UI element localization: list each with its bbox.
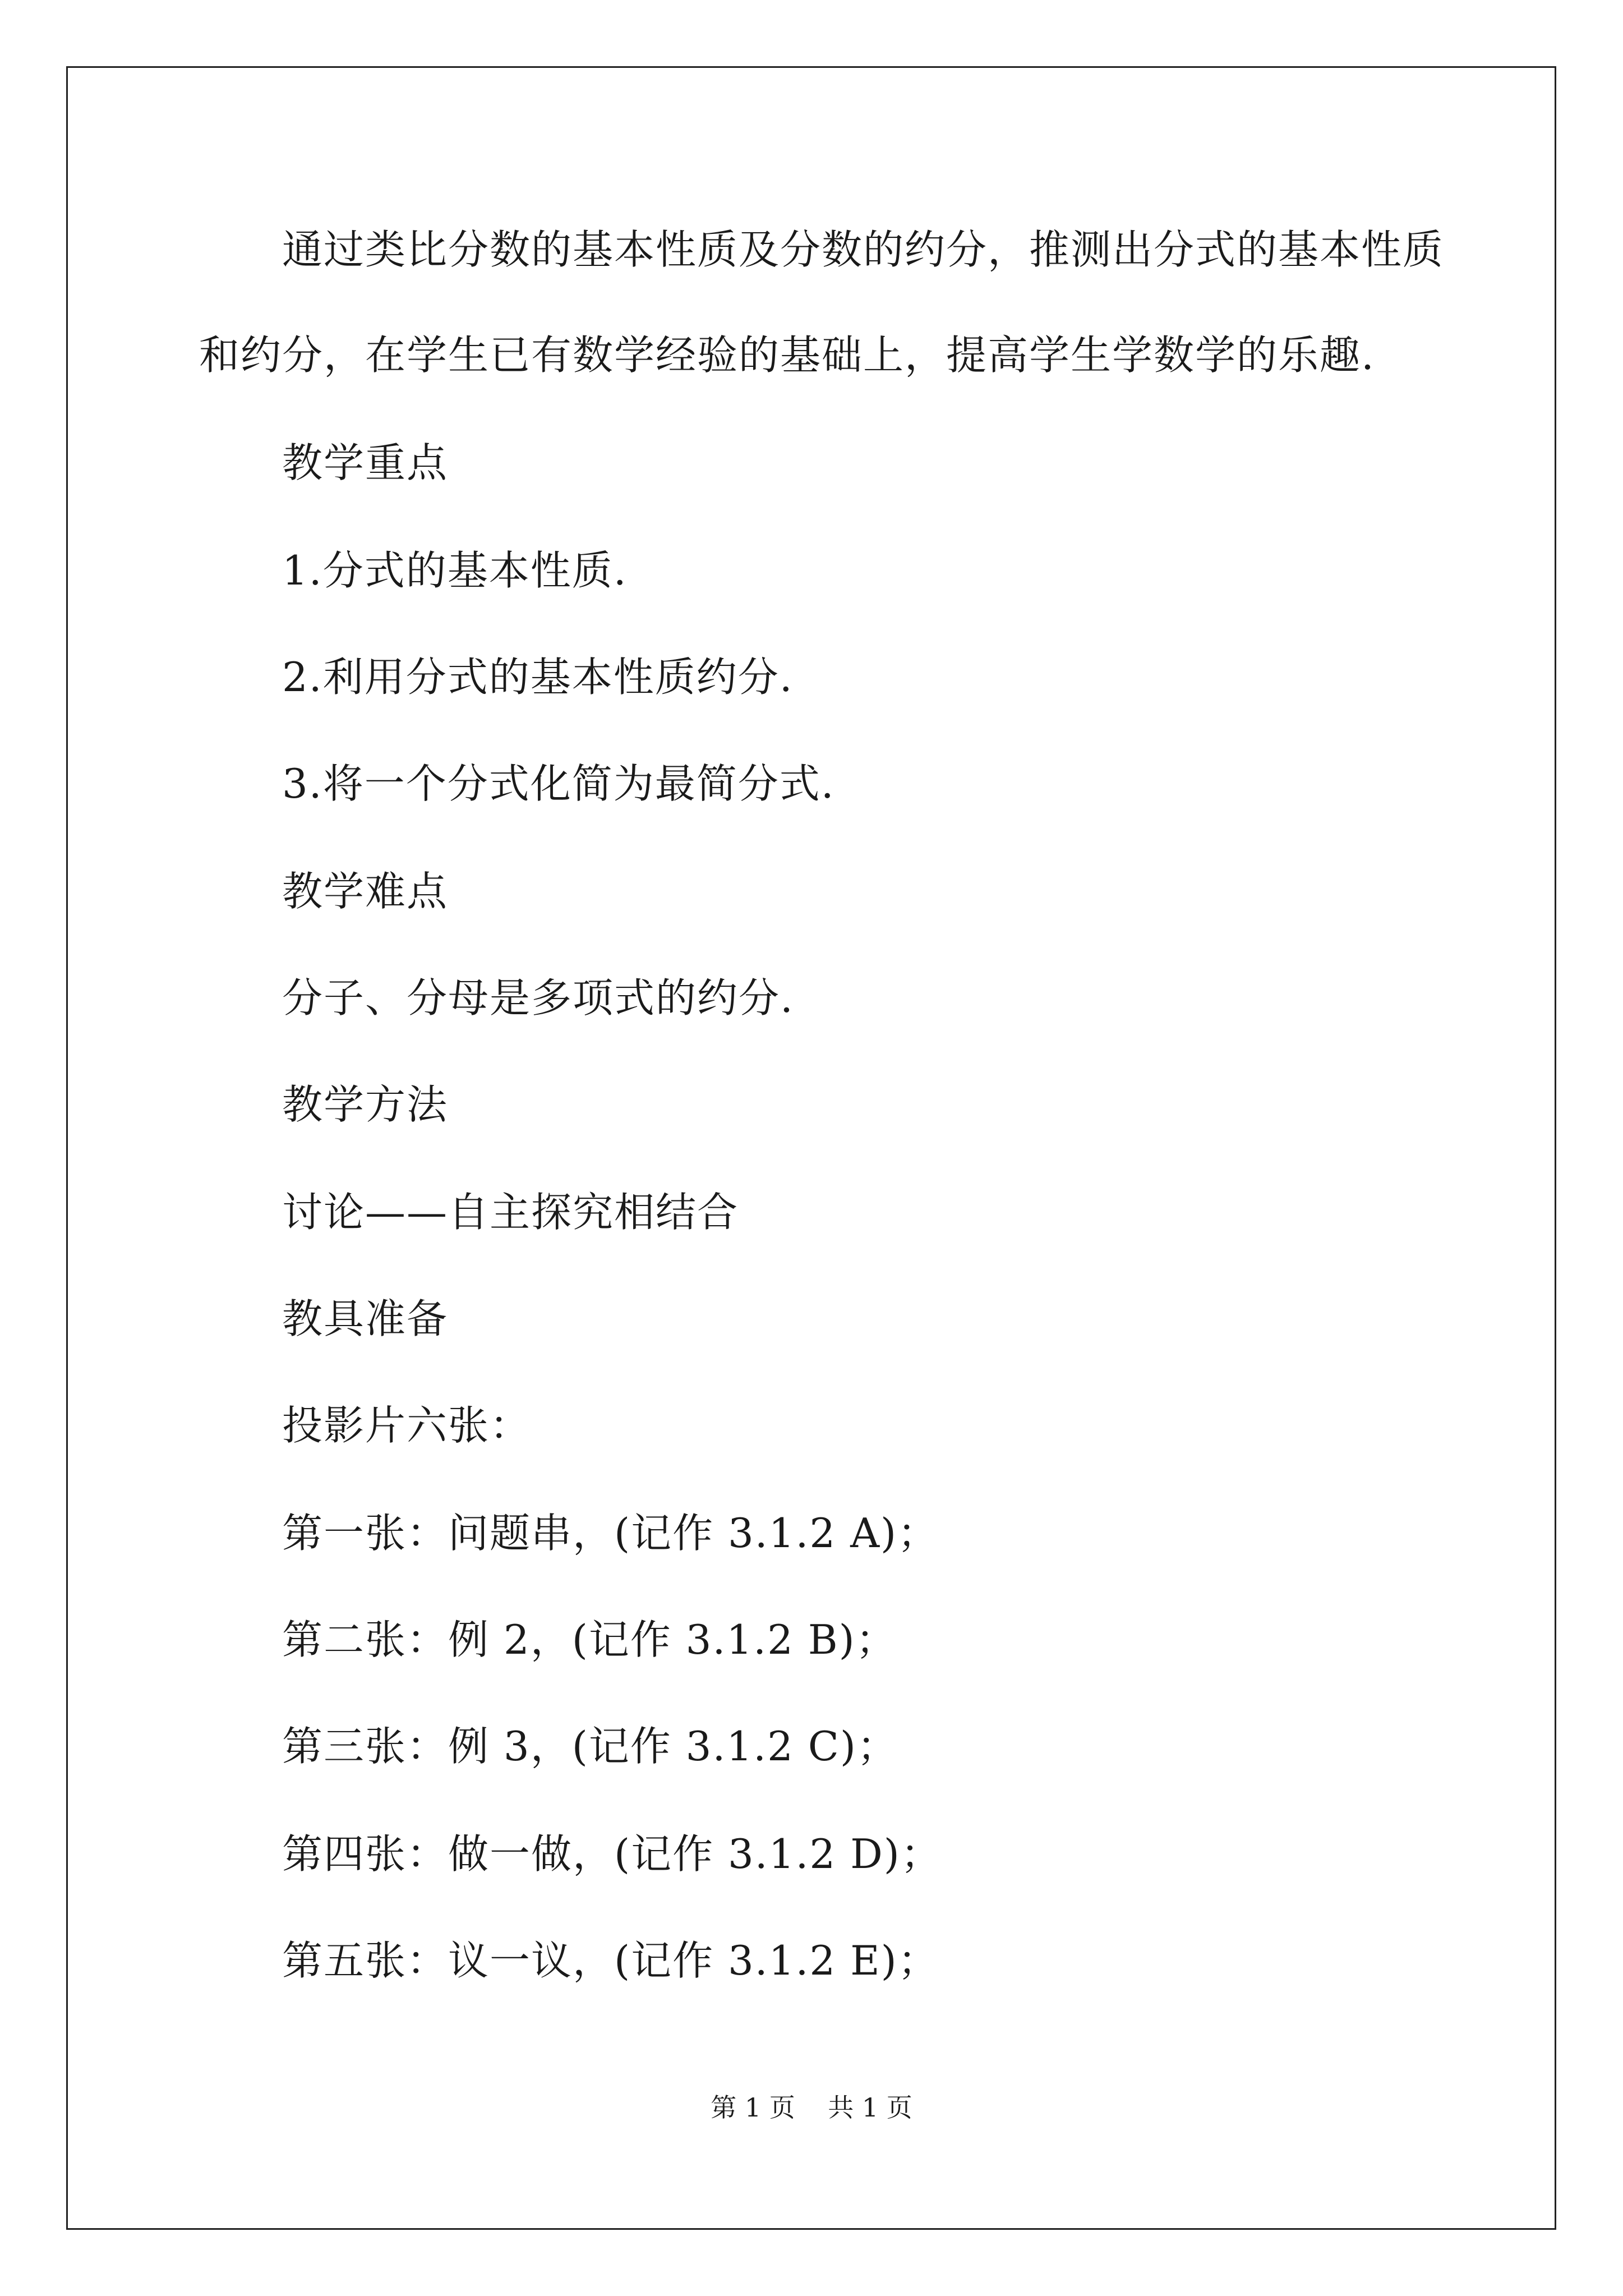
list-item: 第二张：例 2，(记作 3.1.2 B)； xyxy=(282,1616,897,1663)
paragraph-line: 分子、分母是多项式的约分. xyxy=(282,974,794,1022)
section-heading: 教具准备 xyxy=(282,1295,449,1342)
section-heading: 教学方法 xyxy=(282,1081,449,1128)
section-heading: 教学重点 xyxy=(282,439,449,486)
list-item: 第四张：做一做，(记作 3.1.2 D)； xyxy=(282,1830,942,1878)
paragraph-line: 投影片六张： xyxy=(282,1402,532,1449)
page-footer: 第 1 页 共 1 页 xyxy=(711,2092,912,2123)
paragraph-line: 通过类比分数的基本性质及分数的约分，推测出分式的基本性质 xyxy=(282,226,1445,273)
list-item: 3.将一个分式化简为最简分式. xyxy=(282,760,835,807)
section-heading: 教学难点 xyxy=(282,868,449,915)
paragraph-line: 和约分，在学生已有数学经验的基础上，提高学生学数学的乐趣. xyxy=(199,332,1375,379)
list-item: 第三张：例 3，(记作 3.1.2 C)； xyxy=(282,1723,898,1770)
list-item: 1.分式的基本性质. xyxy=(282,547,628,594)
list-item: 2.利用分式的基本性质约分. xyxy=(282,654,794,701)
list-item: 第五张：议一议，(记作 3.1.2 E)； xyxy=(282,1937,939,1984)
paragraph-line: 讨论——自主探究相结合 xyxy=(282,1189,739,1236)
list-item: 第一张：问题串，(记作 3.1.2 A)； xyxy=(282,1510,939,1557)
page-border xyxy=(66,66,1556,2230)
